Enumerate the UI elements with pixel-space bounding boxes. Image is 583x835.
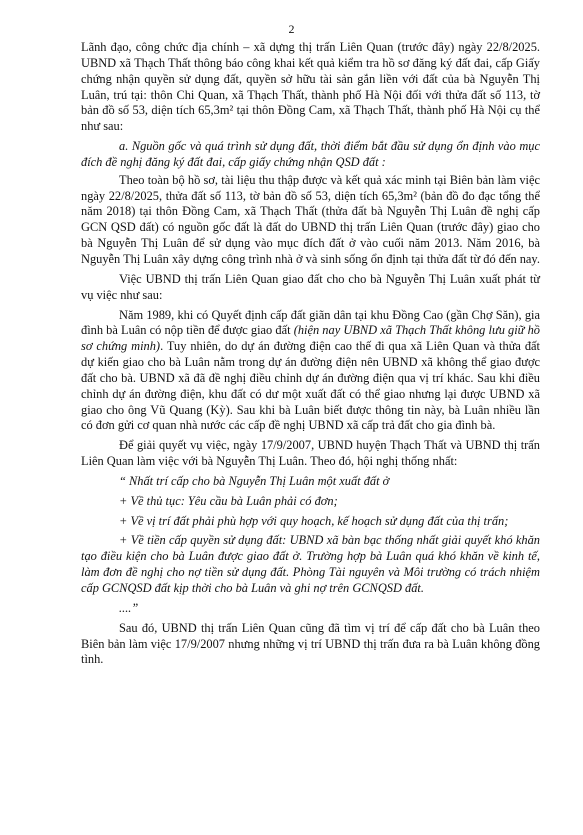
section-heading-a: a. Nguồn gốc và quá trình sử dụng đất, thời điểm bắt đầu sử dụng ổn định vào mục đích đề nghị đăng ký đất đai, cấp giấy chứng nhận QSD đất : — [81, 139, 540, 169]
quote-line-3: + Về vị trí đất phải phù hợp với quy hoạch, kế hoạch sử dụng đất của thị trấn; — [119, 513, 509, 528]
quote-line-4: + Về tiền cấp quyền sử dụng đất: UBND xã bàn bạc thống nhất giải quyết khó khăn tạo điều kiện cho bà Luân được giao đất ở. Trường hợp bà Luân quá khó khăn về kinh tế, làm đơn đề nghị cho nợ tiền sử dụng đất. Phòng Tài nguyên và Môi trường có trách nhiệm cấp GCNQSD đất kịp thời cho bà Luân và ghi nợ trên GCNQSD đất. — [81, 533, 540, 595]
page-number: 2 — [288, 22, 295, 36]
history-text-end: . Tuy nhiên, do dự án đường điện cao thế đi qua xã Liên Quan và thửa đất dự kiến giao cho bà Luân nằm trong dự án đường điện nên UBND xã không thể giao được đất cho bà. UBND xã đã đề nghị điều chỉnh dự án đường điện qua vị trí khác. Sau khi điều chỉnh dự án đường điện, khu đất có dư một xuất đất có thể giao nhưng lại được UBND xã giao cho ông Vũ Quang (Kỳ). Sau khi bà Luân biết được thông tin này, bà Luân nhiều lần có đơn gửi cơ quan nhà nước các cấp đề nghị UBND xã cấp trả đất cho gia đình bà. — [81, 339, 540, 433]
document-body — [81, 40, 540, 672]
paragraph-conclusion: Sau đó, UBND thị trấn Liên Quan cũng đã tìm vị trí để cấp đất cho bà Luân theo Biên bản làm việc 17/9/2007 nhưng những vị trí UBND thị trấn đưa ra bà Luân không đồng tình. — [81, 620, 540, 667]
quote-line-1: “ Nhất trí cấp cho bà Nguyễn Thị Luân một xuất đất ở — [119, 473, 390, 488]
paragraph-history — [81, 308, 540, 435]
paragraph-meeting: Để giải quyết vụ việc, ngày 17/9/2007, UBND huyện Thạch Thất và UBND thị trấn Liên Quan làm việc với bà Nguyễn Thị Luân. Theo đó, hội nghị thống nhất: — [81, 438, 540, 469]
quote-line-2: + Về thủ tục: Yêu cầu bà Luân phải có đơn; — [119, 493, 338, 508]
paragraph-origin: Việc UBND thị trấn Liên Quan giao đất cho cho bà Nguyễn Thị Luân xuất phát từ vụ việc như sau: — [81, 271, 540, 302]
history-note: (hiện nay UBND xã Thạch Thất không lưu giữ hồ sơ chứng minh) — [81, 323, 540, 354]
history-text-start: Năm 1989, khi có Quyết định cấp đất giãn dân tại khu Đồng Cao (gần Chợ Săn), gia đình bà Luân có nộp tiền để được giao đất — [81, 307, 540, 338]
paragraph-intro: Lãnh đạo, công chức địa chính – xã dựng thị trấn Liên Quan (trước đây) ngày 22/8/2025. UBND xã Thạch Thất thông báo công khai kết quả kiểm tra hồ sơ đăng ký đất đai, cấp Giấy chứng nhận quyền sử dụng đất, quyền sở hữu tài sản gắn liền với đất của bà Nguyễn Thị Luân, trú tại: thôn Chi Quan, xã Thạch Thất, thành phố Hà Nội đối với thửa đất số 113, tờ bản đồ số 53, diện tích 65,3m² tại thôn Đồng Cam, xã Thạch Thất, thành phố Hà Nội cụ thể như sau: — [81, 40, 540, 134]
quote-ellipsis: ....” — [119, 600, 139, 615]
paragraph-findings: Theo toàn bộ hồ sơ, tài liệu thu thập được và kết quả xác minh tại Biên bản làm việc ngày 22/8/2025, thửa đất số 113, tờ bản đồ số 53, diện tích 65,3m² (bản đồ đo đạc tổng thể năm 2018) tại thôn Đồng Cam, xã Thạch Thất (thửa đất bà Nguyễn Thị Luân đề nghị cấp GCN QSD đất) có nguồn gốc đất là đất do UBND thị trấn Liên Quan (trước đây) giao cho bà Nguyễn Thị Luân để sử dụng vào mục đích đất ở vào cuối năm 2013. Năm 2016, bà Nguyễn Thị Luân xây dựng công trình nhà ở và sinh sống ổn định tại thửa đất từ đó đến nay. — [81, 172, 540, 266]
